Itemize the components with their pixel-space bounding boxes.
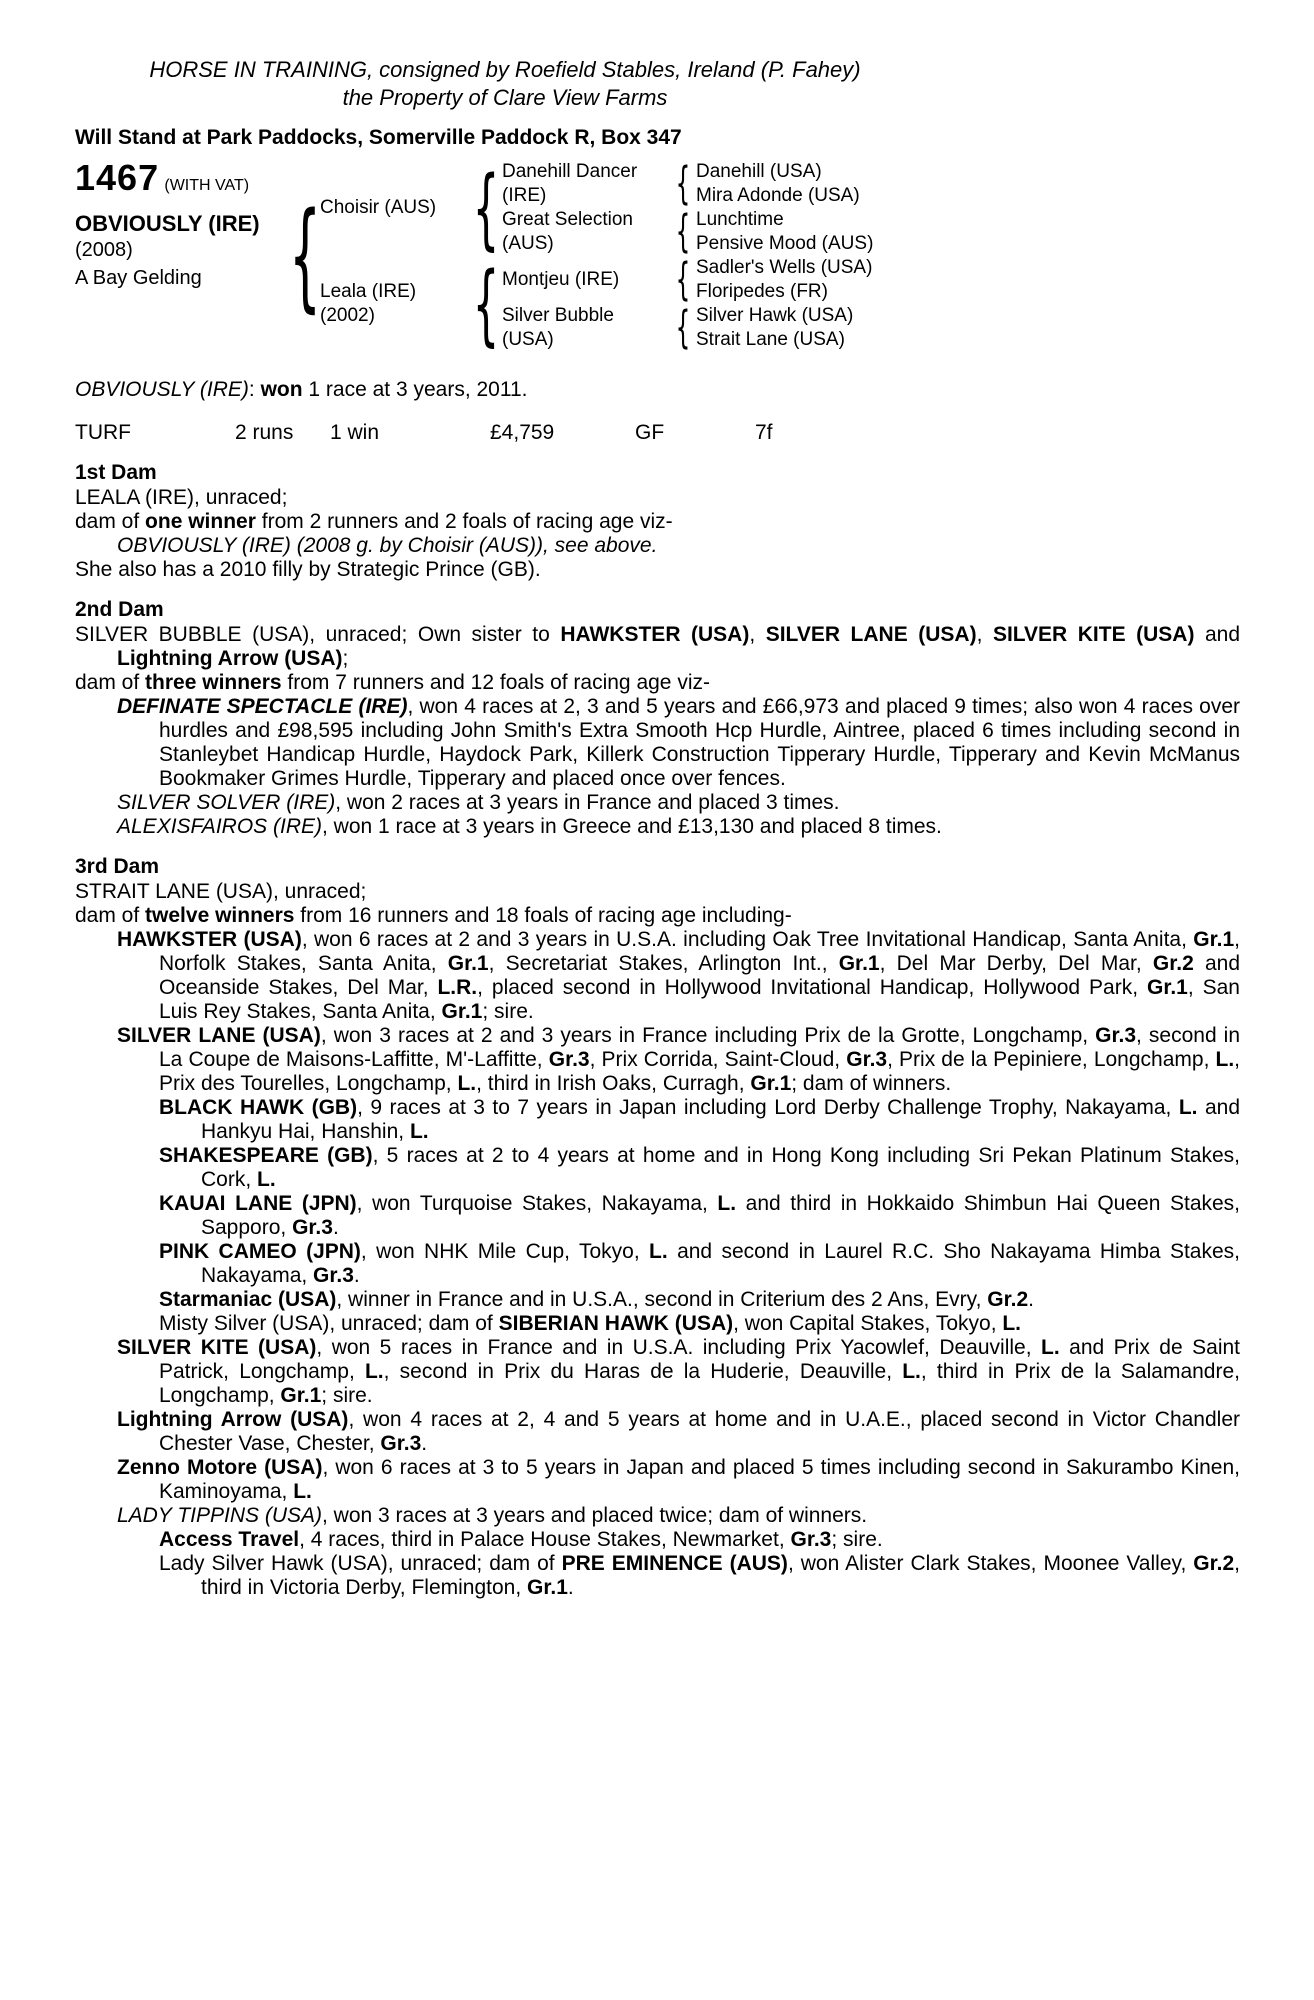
lot-number: 1467 xyxy=(75,157,160,198)
record-earnings: £4,759 xyxy=(490,421,555,444)
paragraph xyxy=(75,1552,1240,1600)
section-heading: 2nd Dam xyxy=(75,598,164,621)
text-run: , Prix Corrida, Saint-Cloud, xyxy=(589,1048,847,1071)
paragraph xyxy=(75,1144,1240,1192)
paragraph xyxy=(75,1408,1240,1456)
text-run: , third in Irish Oaks, Curragh, xyxy=(476,1072,751,1095)
paragraph xyxy=(75,1240,1240,1288)
text-run: Gr.1 xyxy=(1193,928,1235,951)
text-run: , won 3 races at 2 and 3 years in France including Prix de la Grotte, Longchamp, xyxy=(320,1024,1096,1047)
text-run: SHAKESPEARE (GB) xyxy=(159,1144,373,1167)
text-run: , second in La Coupe de Maisons-Laffitte, M'-Laffitte, xyxy=(159,1024,1240,1071)
brace-icon: { xyxy=(675,157,691,210)
text-run: Gr.1 xyxy=(838,952,880,975)
text-run: Gr.1 xyxy=(750,1072,792,1095)
ancestor-name: Floripedes (FR) xyxy=(696,281,828,302)
text-run: . xyxy=(421,1432,428,1455)
great-grandparents xyxy=(696,160,911,208)
text-run: three winners xyxy=(145,671,282,694)
text-run: , Del Mar Derby, Del Mar, xyxy=(879,952,1153,975)
horse-description: A Bay Gelding xyxy=(75,267,202,289)
paragraph xyxy=(75,1312,1240,1336)
text-run: , 9 races at 3 to 7 years in Japan including Lord Derby Challenge Trophy, Nakayama, xyxy=(357,1096,1179,1119)
text-run: ; sire. xyxy=(482,1000,534,1023)
paragraph xyxy=(75,1288,1240,1312)
ancestor-name: Danehill (USA) xyxy=(696,161,822,182)
paragraph xyxy=(75,378,1240,402)
text-run: Gr.3 xyxy=(790,1528,832,1551)
pedigree-tree xyxy=(320,156,911,356)
text-run: SILVER LANE (USA) xyxy=(765,623,977,646)
ancestor-pair xyxy=(502,205,911,258)
paragraph xyxy=(75,486,1240,510)
section-2nd-dam xyxy=(75,598,1240,839)
pedigree-outer-brace-icon: { xyxy=(288,187,322,325)
text-run: , won 1 race at 3 years in Greece and £13,130 and placed 8 times. xyxy=(322,815,942,838)
text-run: 1 race at 3 years, 2011. xyxy=(302,378,528,401)
text-run: , won 4 races at 2, 4 and 5 years at home and in U.A.E., placed second in Victor Chandler Chester Vase, Chester, xyxy=(159,1408,1241,1455)
property-line: the Property of Clare View Farms xyxy=(342,85,668,110)
record-going: GF xyxy=(635,421,665,444)
paragraph xyxy=(75,1336,1240,1408)
text-run: from 2 runners and 2 foals of racing age viz- xyxy=(255,510,673,533)
ancestor-pair xyxy=(502,157,911,210)
paragraph xyxy=(75,671,1240,695)
text-run: , Prix des Tourelles, Longchamp, xyxy=(159,1048,1241,1095)
sire-branch xyxy=(320,156,911,260)
text-run: Gr.1 xyxy=(1146,976,1188,999)
pedigree-block xyxy=(75,156,1240,356)
text-run: dam of xyxy=(75,904,146,927)
paragraph xyxy=(75,558,1240,582)
text-run: , placed second in Hollywood Invitational Handicap, Hollywood Park, xyxy=(477,976,1147,999)
text-run: , won 3 races at 3 years and placed twice; dam of winners. xyxy=(322,1504,868,1527)
text-run: : xyxy=(248,378,261,401)
text-run: L. xyxy=(409,1120,429,1143)
text-run: . xyxy=(567,1576,574,1599)
ancestor-name: Silver Hawk (USA) xyxy=(696,305,854,326)
paragraph xyxy=(75,880,1240,904)
text-run: Misty Silver (USA), unraced; dam of xyxy=(159,1312,499,1335)
text-run: , winner in France and in U.S.A., second in Criterium des 2 Ans, Evry, xyxy=(336,1288,988,1311)
lot-line xyxy=(75,157,290,198)
text-run: Lightning Arrow (USA) xyxy=(117,1408,349,1431)
paragraph xyxy=(75,510,1240,534)
dam-grandparents xyxy=(502,253,911,354)
text-run: Gr.3 xyxy=(292,1216,333,1239)
great-grandparents xyxy=(696,304,911,352)
paragraph xyxy=(75,904,1240,928)
text-run: Gr.1 xyxy=(527,1576,568,1599)
brace-icon: { xyxy=(472,156,500,260)
page-header xyxy=(75,56,935,112)
text-run: , won Alister Clark Stakes, Moonee Valley, xyxy=(787,1552,1194,1575)
paragraph xyxy=(75,1456,1240,1504)
text-run: DEFINATE SPECTACLE (IRE) xyxy=(117,695,408,718)
text-run: L. xyxy=(457,1072,477,1095)
text-run: , won Turquoise Stakes, Nakayama, xyxy=(356,1192,718,1215)
text-run: dam of xyxy=(75,671,146,694)
text-run: , won 5 races in France and in U.S.A. including Prix Yacowlef, Deauville, xyxy=(316,1336,1042,1359)
text-run: , won 6 races at 3 to 5 years in Japan and placed 5 times including second in Sakurambo Kinen, Kaminoyama, xyxy=(159,1456,1240,1503)
text-run: and second in Laurel R.C. Sho Nakayama Himba Stakes, Nakayama, xyxy=(201,1240,1240,1287)
vat-note: (WITH VAT) xyxy=(164,177,250,194)
consignor-line: HORSE IN TRAINING, consigned by Roefield Stables, Ireland (P. Fahey) xyxy=(149,57,861,82)
text-run: Access Travel xyxy=(159,1528,300,1551)
ancestor-name: Lunchtime xyxy=(696,209,784,230)
text-run: Gr.3 xyxy=(548,1048,590,1071)
dam-branch xyxy=(320,252,911,356)
text-run: ; xyxy=(342,647,349,670)
text-run: , Prix de la Pepiniere, Longchamp, xyxy=(887,1048,1216,1071)
record-runs: 2 runs xyxy=(235,421,294,444)
text-run: . xyxy=(1028,1288,1034,1311)
section-body xyxy=(75,623,1240,839)
text-run: Zenno Motore (USA) xyxy=(117,1456,323,1479)
text-run: SIBERIAN HAWK (USA) xyxy=(498,1312,734,1335)
section-body xyxy=(75,880,1240,1600)
ancestor-name: Mira Adonde (USA) xyxy=(696,185,860,206)
text-run: L. xyxy=(257,1168,276,1191)
text-run: ; sire. xyxy=(831,1528,883,1551)
text-run: , won 6 races at 2 and 3 years in U.S.A. including Oak Tree Invitational Handicap, Santa Anita, xyxy=(301,928,1194,951)
text-run: , won 4 races at 2, 3 and 5 years and £66,973 and placed 9 times; also won 4 races over hurdles and £98,595 including John Smith's Extra Smooth Hcp Hurdle, Aintree, placed 6 times including second in Stanleybet Handicap Hurdle, Haydock Park, Killerk Construction Tipperary Hurdle, Tipperary and Kevin McManus Bookmaker Grimes Hurdle, Tipperary and placed once over fences. xyxy=(159,695,1240,790)
sire-grandparents xyxy=(502,157,911,258)
text-run: ; dam of winners. xyxy=(791,1072,952,1095)
text-run: L. xyxy=(1178,1096,1198,1119)
text-run: , xyxy=(749,623,766,646)
paragraph xyxy=(75,1024,1240,1096)
text-run: twelve winners xyxy=(145,904,295,927)
paragraph xyxy=(75,534,1240,558)
record-wins: 1 win xyxy=(330,421,380,444)
text-run: (2008 g. by Choisir (AUS)), see above. xyxy=(290,534,658,557)
race-record-summary xyxy=(75,378,1240,402)
text-run: . xyxy=(332,1216,339,1239)
text-run: Gr.3 xyxy=(846,1048,888,1071)
brace-icon: { xyxy=(472,252,500,356)
text-run: L. xyxy=(1215,1048,1235,1071)
text-run: won xyxy=(260,378,303,401)
paragraph xyxy=(75,1096,1240,1144)
text-run: Gr.1 xyxy=(447,952,489,975)
text-run: She also has a 2010 filly by Strategic Prince (GB). xyxy=(75,558,541,581)
brace-icon: { xyxy=(675,253,691,306)
text-run: , second in Prix du Haras de la Huderie, Deauville, xyxy=(383,1360,903,1383)
text-run: L. xyxy=(293,1480,312,1503)
brace-icon: { xyxy=(675,205,691,258)
text-run: L.R. xyxy=(437,976,478,999)
text-run: L. xyxy=(902,1360,921,1383)
ancestor-pair xyxy=(502,301,911,354)
paragraph xyxy=(75,1528,1240,1552)
text-run: SILVER LANE (USA) xyxy=(117,1024,321,1047)
ancestor-pair xyxy=(502,253,911,306)
text-run: , third in Victoria Derby, Flemington, xyxy=(201,1552,1240,1599)
text-run: ALEXISFAIROS (IRE) xyxy=(117,815,322,838)
ancestor-name: Great Selection (AUS) xyxy=(502,209,633,254)
text-run: from 7 runners and 12 foals of racing age viz- xyxy=(281,671,710,694)
text-run: and xyxy=(1194,623,1241,646)
paragraph xyxy=(75,815,1240,839)
text-run: , Secretariat Stakes, Arlington Int., xyxy=(488,952,839,975)
section-heading: 3rd Dam xyxy=(75,855,160,878)
text-run: Gr.2 xyxy=(987,1288,1029,1311)
paragraph xyxy=(75,623,1240,671)
section-heading: 1st Dam xyxy=(75,461,157,484)
text-run: BLACK HAWK (GB) xyxy=(159,1096,358,1119)
text-run: , San Luis Rey Stakes, Santa Anita, xyxy=(159,976,1240,1023)
paragraph xyxy=(75,791,1240,815)
ancestor-name: Pensive Mood (AUS) xyxy=(696,233,874,254)
text-run: L. xyxy=(717,1192,737,1215)
brace-icon: { xyxy=(675,301,691,354)
text-run: L. xyxy=(649,1240,668,1263)
section-3rd-dam xyxy=(75,855,1240,1600)
text-run: PRE EMINENCE (AUS) xyxy=(561,1552,788,1575)
ancestor-name: Danehill Dancer (IRE) xyxy=(502,161,638,206)
text-run: Gr.2 xyxy=(1152,952,1194,975)
text-run: , Norfolk Stakes, Santa Anita, xyxy=(159,928,1240,975)
text-run: and Oceanside Stakes, Del Mar, xyxy=(159,952,1240,999)
text-run: STRAIT LANE (USA), unraced; xyxy=(75,880,367,903)
paragraph xyxy=(75,1504,1240,1528)
text-run: Starmaniac (USA) xyxy=(159,1288,337,1311)
section-body xyxy=(75,486,1240,582)
great-grandparents xyxy=(696,208,911,256)
text-run: L. xyxy=(364,1360,384,1383)
text-run: OBVIOUSLY (IRE) xyxy=(75,378,249,401)
text-run: , third in Prix de la Salamandre, Longchamp, xyxy=(159,1360,1240,1407)
text-run: one winner xyxy=(145,510,256,533)
text-run: and third in Hokkaido Shimbun Hai Queen Stakes, Sapporo, xyxy=(201,1192,1241,1239)
text-run: SILVER KITE (USA) xyxy=(117,1336,317,1359)
text-run: . xyxy=(353,1264,360,1287)
text-run: Lightning Arrow (USA) xyxy=(117,647,343,670)
paragraph xyxy=(75,695,1240,791)
text-run: LEALA (IRE), unraced; xyxy=(75,486,288,509)
text-run: ; sire. xyxy=(321,1384,373,1407)
text-run: from 16 runners and 18 foals of racing age including- xyxy=(294,904,792,927)
paragraph xyxy=(75,1192,1240,1240)
text-run: LADY TIPPINS (USA) xyxy=(117,1504,322,1527)
stand-location-line: Will Stand at Park Paddocks, Somerville Paddock R, Box 347 xyxy=(75,126,682,149)
text-run: OBVIOUSLY (IRE) xyxy=(117,534,291,557)
text-run: SILVER KITE (USA) xyxy=(992,623,1195,646)
text-run: L. xyxy=(1041,1336,1060,1359)
text-run: KAUAI LANE (JPN) xyxy=(159,1192,357,1215)
text-run: HAWKSTER (USA) xyxy=(117,928,302,951)
ancestor-name: Montjeu (IRE) xyxy=(502,269,620,290)
text-run: SILVER BUBBLE (USA), unraced; Own sister to xyxy=(75,623,561,646)
text-run: Gr.1 xyxy=(280,1384,322,1407)
text-run: HAWKSTER (USA) xyxy=(560,623,750,646)
text-run: L. xyxy=(1002,1312,1022,1335)
text-run: Gr.3 xyxy=(313,1264,354,1287)
text-run: , 4 races, third in Palace House Stakes, Newmarket, xyxy=(299,1528,791,1551)
record-distance: 7f xyxy=(755,421,773,444)
paragraph xyxy=(75,928,1240,1024)
record-surface: TURF xyxy=(75,421,131,444)
text-run: Gr.3 xyxy=(1095,1024,1137,1047)
text-run: and Prix de Saint Patrick, Longchamp, xyxy=(159,1336,1241,1383)
text-run: Gr.1 xyxy=(441,1000,483,1023)
ancestor-name: Strait Lane (USA) xyxy=(696,329,845,350)
text-run: PINK CAMEO (JPN) xyxy=(159,1240,361,1263)
text-run: and Hankyu Hai, Hanshin, xyxy=(201,1096,1240,1143)
ancestor-name: Silver Bubble (USA) xyxy=(502,305,614,350)
race-record-table xyxy=(75,421,1240,445)
text-run: Gr.3 xyxy=(380,1432,422,1455)
text-run: , xyxy=(976,623,993,646)
ancestor-name: Sadler's Wells (USA) xyxy=(696,257,873,278)
text-run: Lady Silver Hawk (USA), unraced; dam of xyxy=(159,1552,562,1575)
text-run: SILVER SOLVER (IRE) xyxy=(117,791,336,814)
text-run: , won 2 races at 3 years in France and placed 3 times. xyxy=(335,791,840,814)
great-grandparents xyxy=(696,256,911,304)
text-run: , won Capital Stakes, Tokyo, xyxy=(733,1312,1003,1335)
dam-name: Leala (IRE) (2002) xyxy=(320,281,417,326)
text-run: , won NHK Mile Cup, Tokyo, xyxy=(360,1240,650,1263)
horse-name: OBVIOUSLY (IRE) xyxy=(75,211,260,236)
text-run: Gr.2 xyxy=(1193,1552,1235,1575)
text-run: dam of xyxy=(75,510,146,533)
foal-year: (2008) xyxy=(75,239,133,261)
sire-name: Choisir (AUS) xyxy=(320,197,437,218)
text-run: , 5 races at 2 to 4 years at home and in Hong Kong including Sri Pekan Platinum Stakes, Cork, xyxy=(201,1144,1240,1191)
lot-info xyxy=(75,157,290,290)
section-1st-dam xyxy=(75,461,1240,582)
